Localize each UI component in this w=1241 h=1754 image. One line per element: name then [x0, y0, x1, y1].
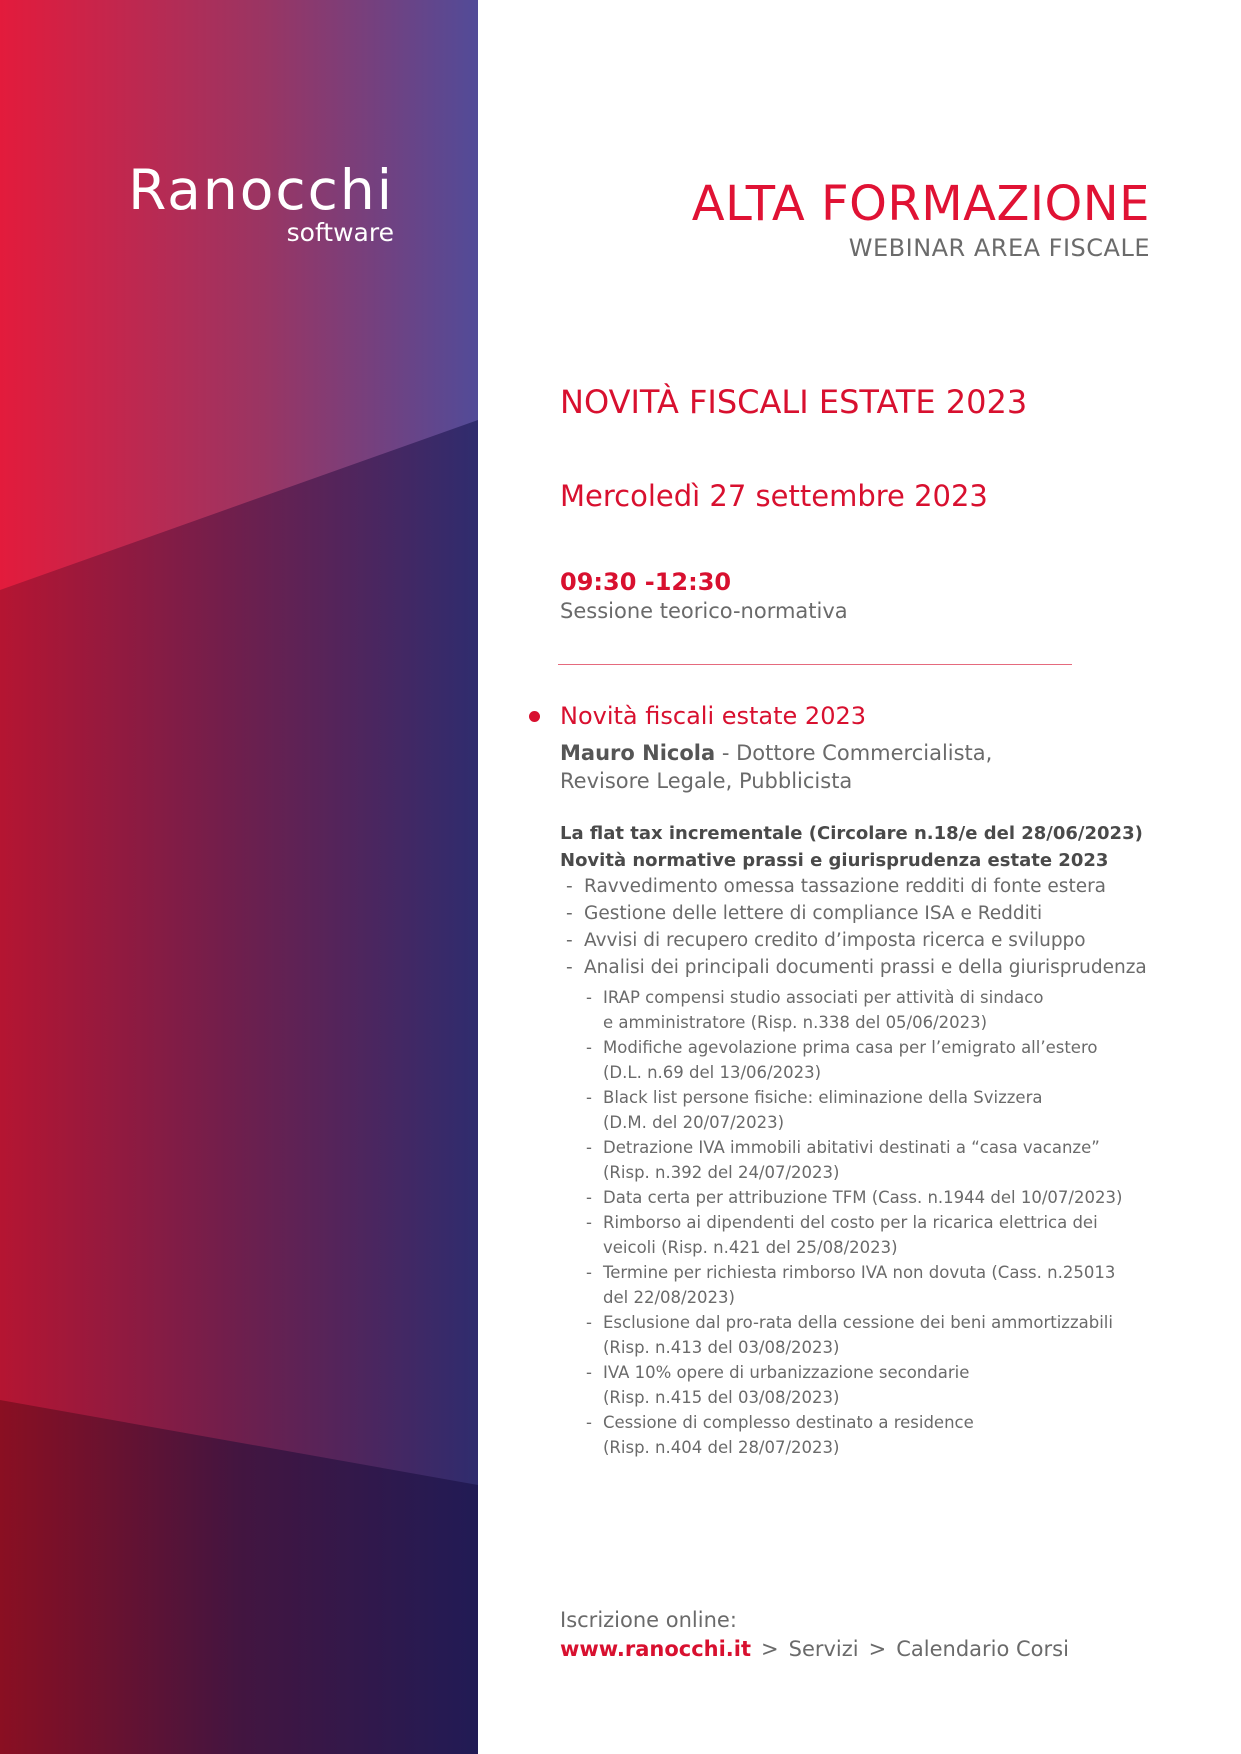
dash-bullet: -: [586, 1088, 592, 1107]
program-heading-1: La flat tax incrementale (Circolare n.18/e del 28/06/2023): [560, 823, 1143, 844]
program-subitem-line: (Risp. n.404 del 28/07/2023): [603, 1438, 840, 1457]
program-subitem-line: Esclusione dal pro-rata della cessione dei beni ammortizzabili: [603, 1313, 1113, 1332]
course-date: Mercoledì 27 settembre 2023: [560, 479, 988, 513]
program-subitem-line: e amministratore (Risp. n.338 del 05/06/2023): [603, 1013, 988, 1032]
program-subitem-line: veicoli (Risp. n.421 del 25/08/2023): [603, 1238, 898, 1257]
program-subitem-line: Modifiche agevolazione prima casa per l’emigrato all’estero: [603, 1038, 1098, 1057]
dash-bullet: -: [566, 903, 573, 924]
session-label: Sessione teorico-normativa: [560, 599, 848, 623]
session-time: 09:30 -12:30: [560, 568, 732, 596]
program-subitem-line: (Risp. n.392 del 24/07/2023): [603, 1163, 840, 1182]
website-link[interactable]: www.ranocchi.it: [560, 1637, 751, 1661]
dash-bullet: -: [586, 1313, 592, 1332]
program-subitem-line: (D.M. del 20/07/2023): [603, 1113, 785, 1132]
program-item: [566, 873, 1106, 900]
program-subitem: [586, 1135, 1100, 1185]
dash-bullet: -: [586, 1138, 592, 1157]
program-item-label: Analisi dei principali documenti prassi e della giurisprudenza: [584, 957, 1147, 978]
dash-bullet: -: [586, 1213, 592, 1232]
program-subitem: [586, 1310, 1113, 1360]
speaker-role-cont: Revisore Legale, Pubblicista: [560, 769, 853, 793]
dash-bullet: -: [586, 1263, 592, 1282]
brand-subtitle: software: [286, 218, 394, 247]
program-subitem: [586, 985, 1043, 1035]
breadcrumb-separator: >: [761, 1637, 779, 1661]
dash-bullet: -: [586, 1038, 592, 1057]
program-subitem-line: IRAP compensi studio associati per attività di sindaco: [603, 988, 1044, 1007]
dash-bullet: -: [566, 930, 573, 951]
program-subitem-line: Black list persone fisiche: eliminazione della Svizzera: [603, 1088, 1043, 1107]
program-subitem: [586, 1410, 974, 1460]
dash-bullet: -: [586, 1413, 592, 1432]
program-item-label: Ravvedimento omessa tassazione redditi di fonte estera: [584, 876, 1107, 897]
footer-label: Iscrizione online:: [560, 1608, 737, 1632]
speaker-name: Mauro Nicola: [560, 741, 716, 765]
program-subitem-line: (Risp. n.413 del 03/08/2023): [603, 1338, 840, 1357]
topic-title: Novità fiscali estate 2023: [560, 702, 867, 730]
footer-breadcrumb: [560, 1635, 1069, 1663]
dash-bullet: -: [566, 957, 573, 978]
speaker-role: - Dottore Commercialista,: [721, 741, 993, 765]
program-subitem-line: Termine per richiesta rimborso IVA non dovuta (Cass. n.25013: [603, 1263, 1116, 1282]
program-subitem: [586, 1085, 1042, 1135]
program-subitem: [586, 1185, 1122, 1210]
dash-bullet: -: [566, 876, 573, 897]
program-subitem: [586, 1035, 1097, 1085]
program-subitem-line: Detrazione IVA immobili abitativi destinati a “casa vacanze”: [603, 1138, 1100, 1157]
bullet-icon: [529, 711, 540, 722]
program-heading-2: Novità normative prassi e giurisprudenza estate 2023: [560, 850, 1109, 871]
program-item: [566, 954, 1147, 981]
program-subitem-line: Rimborso ai dipendenti del costo per la ricarica elettrica dei: [603, 1213, 1098, 1232]
dash-bullet: -: [586, 988, 592, 1007]
program-item-label: Gestione delle lettere di compliance ISA e Redditi: [584, 903, 1043, 924]
program-subitem-line: Cessione di complesso destinato a residence: [603, 1413, 974, 1432]
breadcrumb-servizi[interactable]: Servizi: [788, 1637, 859, 1661]
program-subitem: [586, 1210, 1098, 1260]
course-title: NOVITÀ FISCALI ESTATE 2023: [560, 383, 1028, 421]
program-subitem-line: Data certa per attribuzione TFM (Cass. n.1944 del 10/07/2023): [603, 1188, 1123, 1207]
program-subitem: [586, 1260, 1115, 1310]
program-subitem-line: (D.L. n.69 del 13/06/2023): [603, 1063, 822, 1082]
breadcrumb-calendario-corsi[interactable]: Calendario Corsi: [896, 1637, 1069, 1661]
dash-bullet: -: [586, 1363, 592, 1382]
program-subitem-line: (Risp. n.415 del 03/08/2023): [603, 1388, 840, 1407]
header-title: ALTA FORMAZIONE: [691, 176, 1150, 232]
program-item-label: Avvisi di recupero credito d’imposta ricerca e sviluppo: [584, 930, 1086, 951]
dash-bullet: -: [586, 1188, 592, 1207]
program-item: [566, 900, 1042, 927]
program-subitem: [586, 1360, 969, 1410]
program-subitem-line: IVA 10% opere di urbanizzazione secondarie: [603, 1363, 970, 1382]
program-item: [566, 927, 1086, 954]
breadcrumb-separator: >: [868, 1637, 887, 1661]
section-divider: [558, 664, 1072, 665]
brand-name: Ranocchi: [128, 158, 394, 222]
speaker-info: [560, 739, 992, 795]
program-subitem-line: del 22/08/2023): [603, 1288, 735, 1307]
header-subtitle: WEBINAR AREA FISCALE: [848, 234, 1150, 262]
